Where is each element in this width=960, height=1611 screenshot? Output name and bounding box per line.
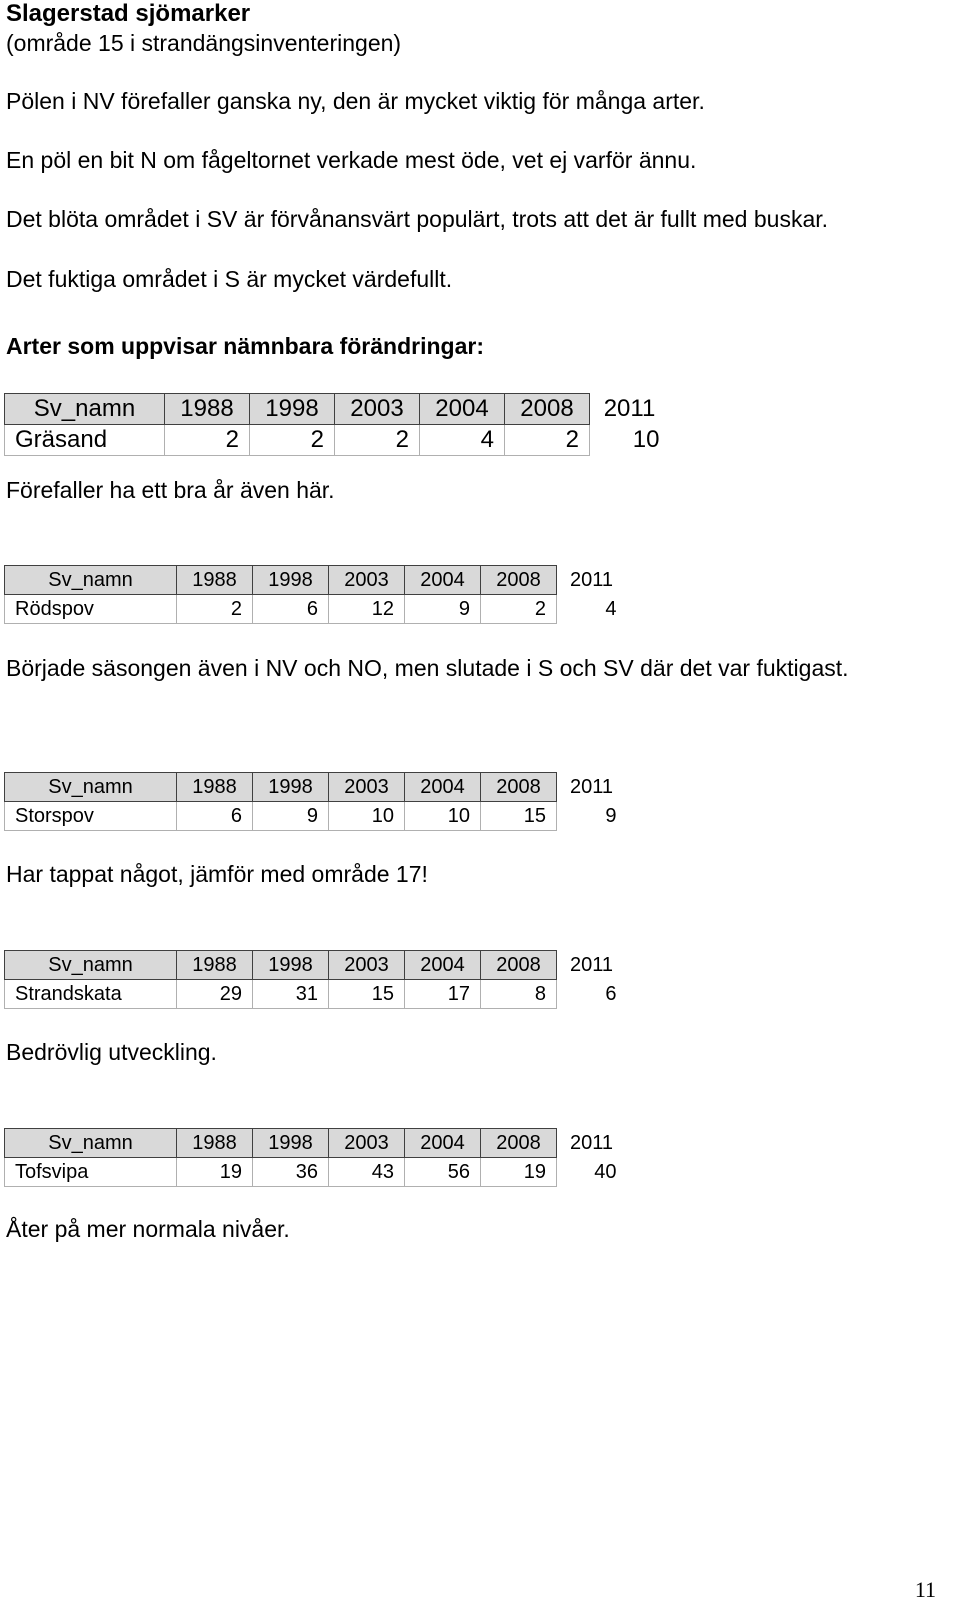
species-comment: Förefaller ha ett bra år även här. <box>6 477 335 503</box>
page-number: 11 <box>914 1577 936 1602</box>
species-comment: Har tappat något, jämför med område 17! <box>6 861 428 887</box>
species-table-grasand <box>4 393 670 456</box>
header-cell: 2011 <box>603 395 656 422</box>
count-cell: 43 <box>329 1158 405 1187</box>
header-cell: 2008 <box>481 566 557 595</box>
count-cell: 6 <box>253 595 329 624</box>
note-paragraph: Det fuktiga området i S är mycket värdefullt. <box>6 266 453 292</box>
header-cell: 2004 <box>420 394 505 425</box>
count-cell: 40 <box>594 1160 617 1183</box>
header-cell: 2003 <box>329 951 405 980</box>
header-cell: 2011 <box>569 1131 613 1154</box>
count-cell: 2 <box>165 425 250 456</box>
table-header-row <box>5 394 670 425</box>
species-table-storspov <box>4 772 627 831</box>
count-cell: 2 <box>481 595 557 624</box>
table-row <box>5 425 670 456</box>
header-cell: Sv_namn <box>5 566 177 595</box>
note-paragraph: En pöl en bit N om fågeltornet verkade mest öde, vet ej varför ännu. <box>6 147 697 173</box>
table-header-row <box>5 1129 627 1158</box>
species-table-strandskata <box>4 950 627 1009</box>
header-cell: 1998 <box>253 566 329 595</box>
header-cell: 2008 <box>481 951 557 980</box>
species-name: Rödspov <box>5 595 177 624</box>
header-cell: Sv_namn <box>5 1129 177 1158</box>
count-cell: 9 <box>605 804 617 827</box>
page-title: Slagerstad sjömarker <box>6 0 251 27</box>
header-cell: 2008 <box>505 394 590 425</box>
count-cell: 19 <box>481 1158 557 1187</box>
header-cell: 2011 <box>569 953 613 976</box>
species-name: Storspov <box>5 802 177 831</box>
count-cell: 12 <box>329 595 405 624</box>
species-name: Strandskata <box>5 980 177 1009</box>
note-paragraph: Det blöta området i SV är förvånansvärt populärt, trots att det är fullt med buskar. <box>6 206 829 232</box>
count-cell: 17 <box>405 980 481 1009</box>
count-cell: 2 <box>250 425 335 456</box>
species-table-tofsvipa <box>4 1128 627 1187</box>
header-cell: 1998 <box>253 951 329 980</box>
count-cell: 15 <box>481 802 557 831</box>
species-name: Tofsvipa <box>5 1158 177 1187</box>
count-cell: 9 <box>253 802 329 831</box>
header-cell: Sv_namn <box>5 394 165 425</box>
count-cell: 15 <box>329 980 405 1009</box>
count-cell: 10 <box>329 802 405 831</box>
count-cell: 4 <box>420 425 505 456</box>
header-cell: 2003 <box>329 566 405 595</box>
count-cell: 2 <box>335 425 420 456</box>
header-cell: 1998 <box>253 773 329 802</box>
species-name: Gräsand <box>5 425 165 456</box>
count-cell: 6 <box>177 802 253 831</box>
count-cell: 31 <box>253 980 329 1009</box>
table-row <box>5 980 627 1009</box>
header-cell: 2008 <box>481 1129 557 1158</box>
count-cell: 19 <box>177 1158 253 1187</box>
header-cell: 2003 <box>329 1129 405 1158</box>
header-cell: 2004 <box>405 951 481 980</box>
count-cell: 4 <box>605 597 617 620</box>
header-cell: 1988 <box>177 1129 253 1158</box>
header-cell: Sv_namn <box>5 951 177 980</box>
count-cell: 2 <box>505 425 590 456</box>
count-cell: 9 <box>405 595 481 624</box>
header-cell: 1988 <box>177 951 253 980</box>
page-subtitle: (område 15 i strandängsinventeringen) <box>6 30 402 56</box>
table-row <box>5 1158 627 1187</box>
header-cell: 2008 <box>481 773 557 802</box>
table-header-row <box>5 951 627 980</box>
header-cell: 2004 <box>405 1129 481 1158</box>
header-cell: 1998 <box>253 1129 329 1158</box>
count-cell: 56 <box>405 1158 481 1187</box>
section-heading: Arter som uppvisar nämnbara förändringar: <box>6 333 484 359</box>
table-header-row <box>5 566 627 595</box>
table-header-row <box>5 773 627 802</box>
header-cell: 2004 <box>405 566 481 595</box>
species-table-rodspov <box>4 565 627 624</box>
table-row <box>5 595 627 624</box>
note-paragraph: Pölen i NV förefaller ganska ny, den är mycket viktig för många arter. <box>6 88 705 114</box>
table-row <box>5 802 627 831</box>
count-cell: 10 <box>632 426 660 453</box>
header-cell: 1988 <box>177 566 253 595</box>
species-comment: Åter på mer normala nivåer. <box>6 1216 290 1242</box>
header-cell: 2011 <box>569 775 613 798</box>
count-cell: 2 <box>177 595 253 624</box>
count-cell: 10 <box>405 802 481 831</box>
header-cell: 2004 <box>405 773 481 802</box>
count-cell: 36 <box>253 1158 329 1187</box>
species-comment: Bedrövlig utveckling. <box>6 1039 217 1065</box>
header-cell: 2003 <box>335 394 420 425</box>
count-cell: 29 <box>177 980 253 1009</box>
count-cell: 8 <box>481 980 557 1009</box>
header-cell: Sv_namn <box>5 773 177 802</box>
header-cell: 1998 <box>250 394 335 425</box>
header-cell: 2003 <box>329 773 405 802</box>
species-comment: Började säsongen även i NV och NO, men slutade i S och SV där det var fuktigast. <box>6 655 849 681</box>
count-cell: 6 <box>605 982 617 1005</box>
header-cell: 1988 <box>177 773 253 802</box>
header-cell: 1988 <box>165 394 250 425</box>
header-cell: 2011 <box>569 568 613 591</box>
